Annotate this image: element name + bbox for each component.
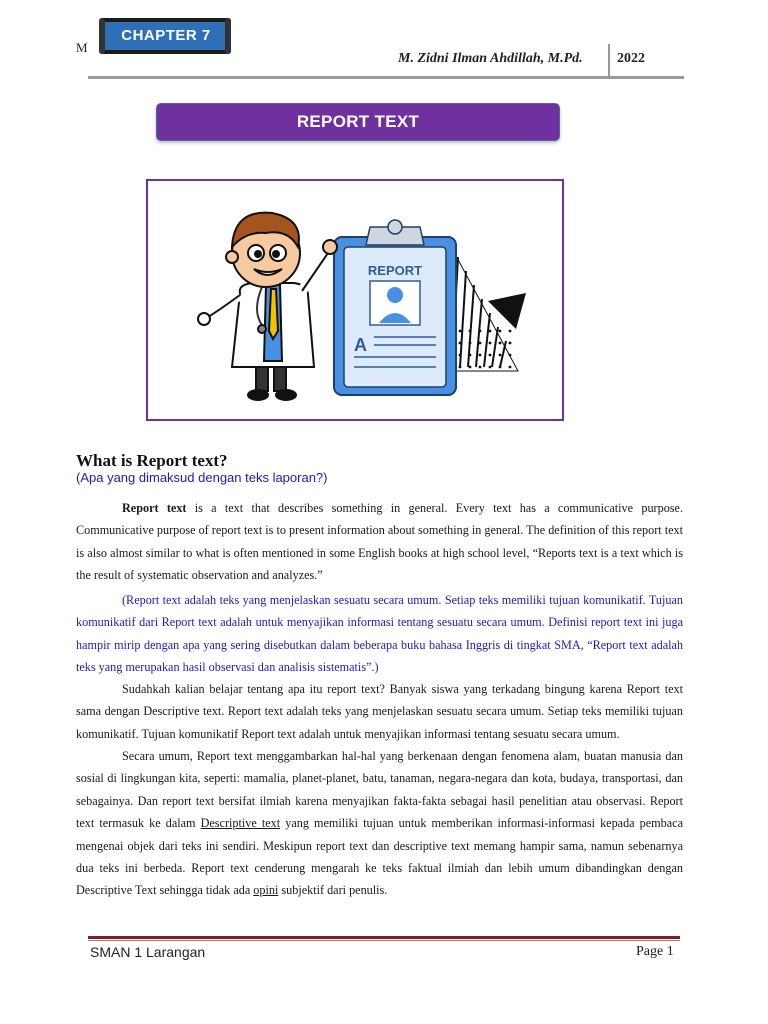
title-banner	[156, 103, 560, 141]
paragraph-4	[76, 745, 683, 902]
page-title: REPORT TEXT	[296, 112, 420, 131]
chapter-label: CHAPTER 7	[121, 27, 211, 44]
paragraph-2-text: (Report text adalah teks yang menjelaskan sesuatu secara umum. Setiap teks memiliki tujuan komunikatif. Tujuan komunikatif dari Report text adalah untuk menyajikan informasi tentang sesuatu secara umum. Definisi report text ini juga hampir mirip dengan apa yang sering disebutkan dalam beberapa buku bahasa Inggris di tingkat SMA, “Report text adalah teks yang merupakan hasil observasi dan analisis sistematis”.)	[76, 593, 683, 675]
header-divider	[608, 44, 610, 76]
footer-rule-thin	[88, 940, 680, 941]
section-subheading: (Apa yang dimaksud dengan teks laporan?)	[76, 470, 328, 485]
footer-school: SMAN 1 Larangan	[90, 944, 206, 960]
descriptive-text-link[interactable]: Descriptive text	[200, 816, 281, 831]
illustration-frame	[146, 179, 564, 421]
paragraph-3	[76, 678, 683, 745]
footer-rule	[88, 936, 680, 939]
header-rule	[88, 76, 684, 79]
section-heading: What is Report text?	[76, 451, 228, 470]
doctor-icon	[198, 213, 337, 400]
author-name: M. Zidni Ilman Ahdillah, M.Pd.	[398, 51, 583, 66]
paragraph-1	[76, 497, 683, 587]
paragraph-2	[76, 589, 683, 679]
paragraph-4-text-c: subjektif dari penulis.	[278, 883, 388, 898]
chapter-banner	[96, 16, 234, 56]
paragraph-4-text-b: yang memiliki tujuan untuk memberikan informasi-informasi kepada pembaca mengenai objek dari teks ini sendiri. Meskipun report text dan descriptive text memang hampir sama, namun sebenarnya dua teks ini berbeda. Report text cenderung mengarah ke teks faktual ilmiah dan lebih umum dibandingkan dengan Descriptive Text sehingga tidak ada	[76, 816, 683, 898]
paragraph-1-text: is a text that describes something in general. Every text has a communicative purpose. Communicative purpose of report text is to present information about something in general. The definition of this report text is also almost similar to what is often mentioned in some English books at high school level, “Reports text is a text which is the result of systematic observation and analyzes.”	[76, 501, 683, 583]
svg-text:REPORT: REPORT	[367, 263, 423, 278]
margin-letter: M	[76, 40, 88, 55]
opini-link[interactable]: opini	[253, 883, 279, 898]
clipboard-icon	[334, 220, 456, 395]
footer-page-number: Page 1	[636, 944, 674, 959]
year-label: 2022	[617, 51, 645, 66]
doctor-report-illustration	[148, 181, 562, 419]
paragraph-4-text-a: Secara umum, Report text menggambarkan hal-hal yang berkenaan dengan fenomena alam, buatan manusia dan sosial di lingkungan kita, seperti: mamalia, planet-planet, batu, tanaman, negara-negara dan kota, budaya, transportasi, dan sebagainya. Dan report text bersifat ilmiah karena menyajikan fakta-fakta sebagai hasil penelitian atau observasi. Report text termasuk ke dalam	[76, 749, 683, 831]
paragraph-3-text: Sudahkah kalian belajar tentang apa itu report text? Banyak siswa yang terkadang bingung karena Report text sama dengan Descriptive text. Report text adalah teks yang menjelaskan sesuatu secara umum. Setiap teks memiliki tujuan komunikatif. Tujuan komunikatif Report text adalah untuk menyajikan informasi tentang sesuatu secara umum.	[76, 682, 683, 741]
paragraph-1-bold: Report text	[122, 501, 187, 515]
svg-text:A: A	[354, 335, 367, 355]
